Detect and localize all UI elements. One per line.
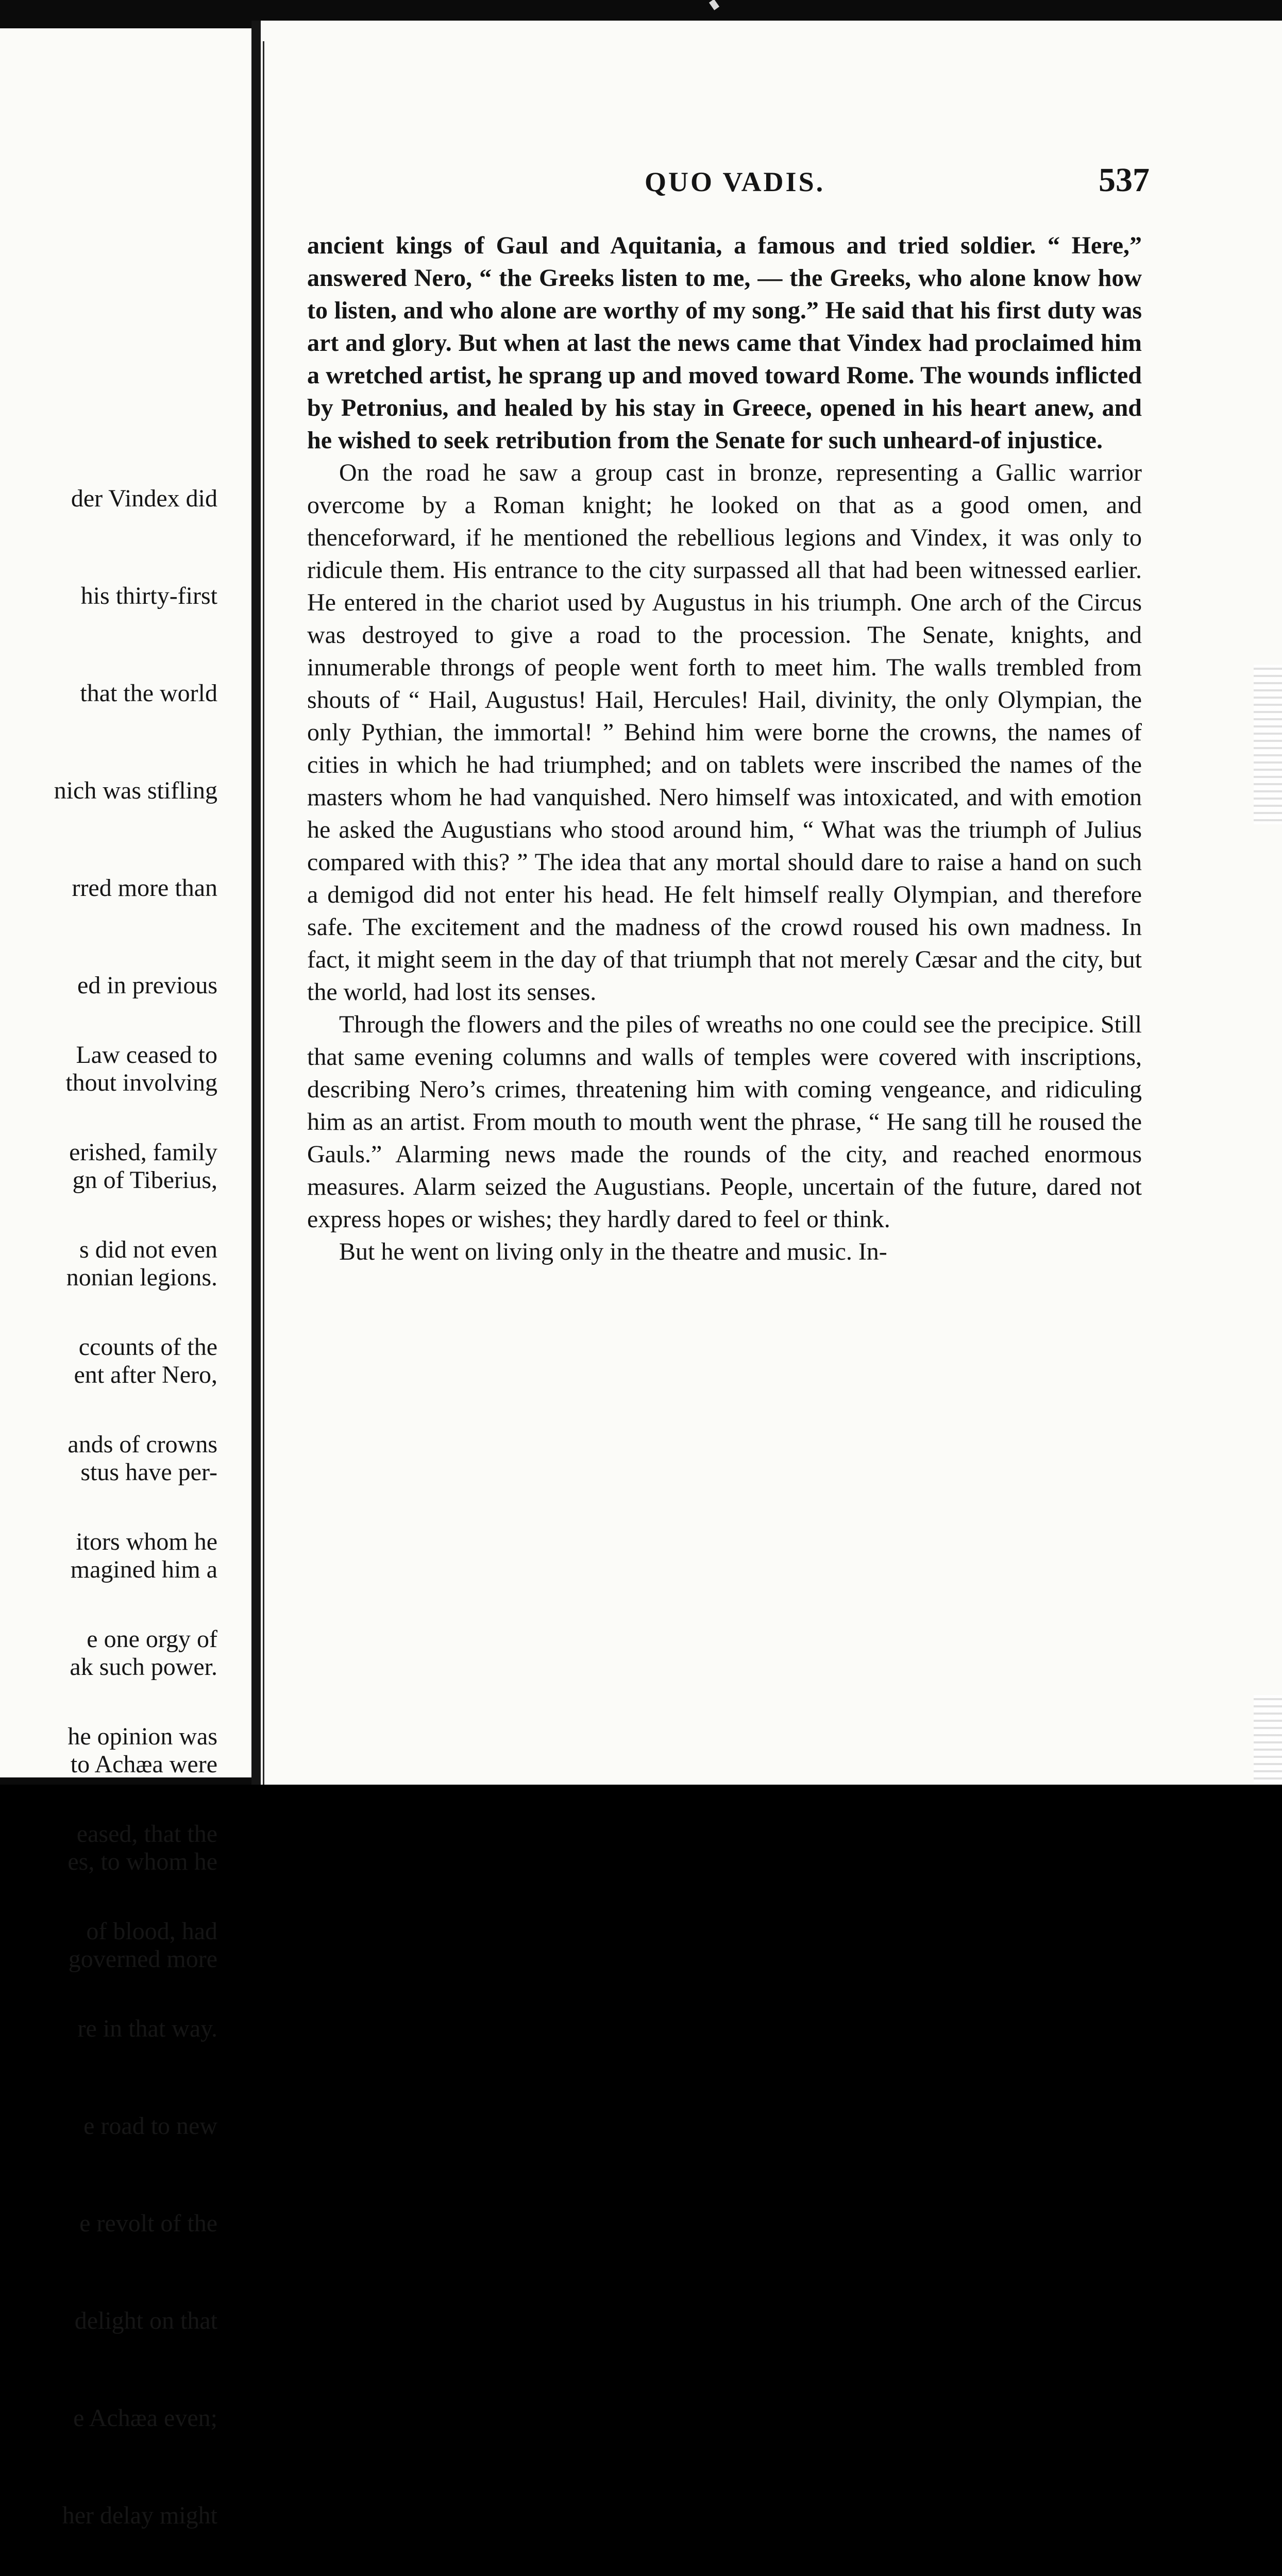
left-line: magined him a [70, 1556, 217, 1583]
left-line: e revolt of the [79, 2210, 217, 2237]
left-line: delight on that [74, 2307, 217, 2334]
paragraph: Through the flowers and the piles of wreaths no one could see the precipice. Still that same evening columns and walls of temples were covered with inscriptions, describing Nero’s crimes, threatening him with coming vengeance, and ridiculing him as an artist. From mouth to mouth went the phrase, “ He sang till he roused the Gauls.” Alarming news made the rounds of the city, and reached enormous measures. Alarm seized the Augustians. People, uncertain of the future, dared not express hopes or wishes; they hardly dared to feel or think. [307, 1011, 1142, 1233]
left-line: thout involving [65, 1069, 217, 1096]
main-text [307, 229, 1142, 1268]
left-line: eased, that the [76, 1820, 217, 1848]
left-page [0, 28, 253, 2529]
left-line: that the world [80, 680, 217, 707]
left-line: nonian legions. [66, 1264, 217, 1291]
left-line: es, to whom he [68, 1848, 217, 1875]
left-line: his thirty-first [80, 582, 217, 609]
left-line: e road to new [83, 2112, 217, 2140]
paragraph: On the road he saw a group cast in bronze, representing a Gallic warrior overcome by a Roman knight; he looked on that as a good omen, and thenceforward, if he mentioned the rebellious legions and Vindex, it was only to ridicule them. His entrance to the city surpassed all that had been witnessed earlier. He entered in the chariot used by Augustus in his triumph. One arch of the Circus was destroyed to give a road to the procession. The Senate, knights, and innumerable throngs of people went forth to meet him. The walls trembled from shouts of “ Hail, Augustus! Hail, Hercules! Hail, divinity, the only Olympian, the only Pythian, the immortal! ” Behind him were borne the crowns, the names of cities in which he had triumphed; and on tablets were inscribed the names of the masters whom he had vanquished. Nero himself was intoxicated, and with emotion he asked the Augustians who stood around him, “ What was the triumph of Julius compared with this? ” The idea that any mortal should dare to raise a hand on such a demigod did not enter his head. He felt himself really Olympian, and therefore safe. The excitement and the madness of the crowd roused his own madness. In fact, it might seem in the day of that triumph that not merely Cæsar and the city, but the world, had lost its senses. [307, 459, 1142, 1006]
running-title: QUO VADIS. [645, 166, 825, 197]
left-line: ccounts of the [78, 1333, 217, 1361]
left-line: der Vindex did [71, 485, 217, 512]
left-line: Law ceased to [76, 1041, 217, 1069]
left-line: itors whom he [76, 1528, 217, 1555]
left-line: of blood, had [86, 1918, 217, 1945]
page-header [261, 155, 1150, 201]
left-line: e one orgy of [87, 1625, 217, 1653]
page-fold-line [263, 41, 264, 1785]
left-line: ak such power. [70, 1653, 217, 1681]
left-line: erished, family [69, 1139, 217, 1166]
paragraph: ancient kings of Gaul and Aquitania, a famous and tried soldier. “ Here,” answered Nero, “ the Greeks listen to me, — the Greeks, who alone know how to listen, and who alone are worthy of my song.” He said that his first duty was art and glory. But when at last the news came that Vindex had proclaimed him a wretched artist, he sprang up and moved toward Rome. The wounds inflicted by Petronius, and healed by his stay in Greece, opened in his heart anew, and he wished to seek retribution from the Senate for such unheard-of injustice. [307, 232, 1142, 454]
left-line: he opinion was [68, 1723, 217, 1750]
page-edge-noise [1254, 665, 1282, 824]
paragraph: But he went on living only in the theatre and music. In- [339, 1238, 887, 1265]
book-gutter [251, 21, 261, 1785]
page-number: 537 [1099, 161, 1150, 199]
scan-mark [709, 0, 719, 10]
right-page [261, 21, 1282, 1785]
left-line: s did not even [79, 1236, 217, 1263]
left-line: her delay might [62, 2502, 217, 2529]
left-line: ands of crowns [68, 1431, 217, 1458]
left-line: re in that way. [77, 2015, 217, 2042]
left-line: rred more than [72, 874, 217, 902]
page-edge-noise [1254, 1695, 1282, 1783]
left-line: to Achæa were [70, 1751, 217, 1778]
left-line: governed more [68, 1945, 217, 1973]
left-line: gn of Tiberius, [72, 1166, 217, 1194]
left-text-fragment-2 [0, 974, 217, 2576]
left-line: nich was stifling [54, 777, 217, 804]
left-line: ed in previous [77, 972, 217, 999]
left-line: stus have per- [80, 1459, 217, 1486]
left-line: ent after Nero, [74, 1361, 217, 1388]
left-line: e Achæa even; [73, 2404, 217, 2432]
